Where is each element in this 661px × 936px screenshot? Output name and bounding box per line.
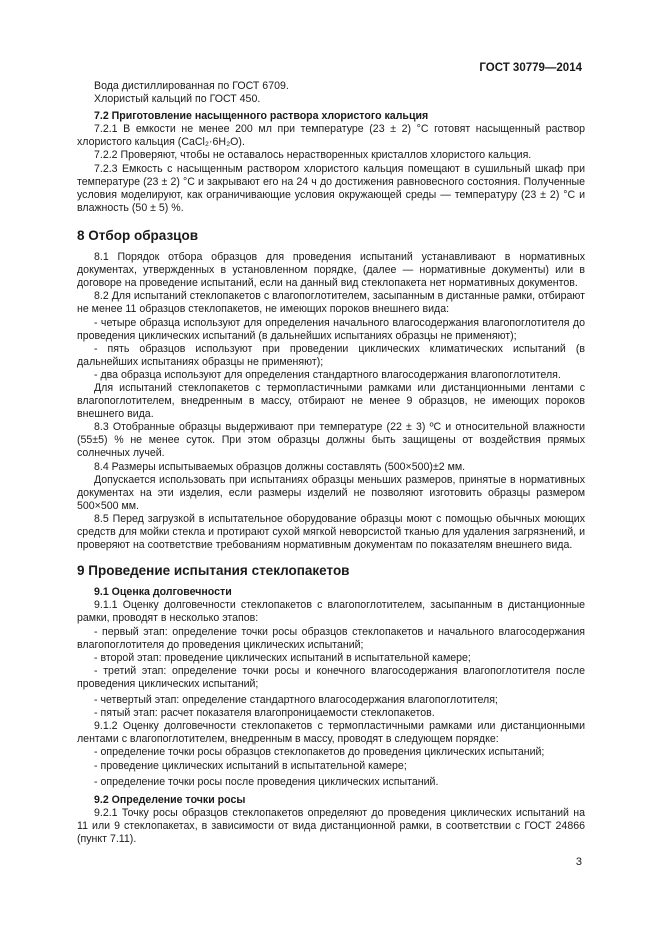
- paragraph: 8.3 Отобранные образцы выдерживают при температуре (22 ± 3) ºС и относительной влажности (55±5) % не менее суток. При этом образцы должны быть защищены от воздействия прямых солнечных лучей.: [77, 421, 585, 460]
- document-body: [77, 80, 585, 846]
- paragraph: Допускается использовать при испытаниях образцы меньших размеров, принятые в нормативных документах на эти изделия, если размеры изделий не позволяют изготовить образцы размером 500×500 мм.: [77, 473, 585, 512]
- paragraph: 8.4 Размеры испытываемых образцов должны составлять (500×500)±2 мм.: [94, 460, 466, 473]
- paragraph: 9.1.2 Оценку долговечности стеклопакетов с термопластичными рамками или дистанционными лентами с влагопоглотителем, внедренным в массу, проводят в следующем порядке:: [77, 720, 585, 746]
- list-item: - пятый этап: расчет показателя влагопроницаемости стеклопакетов.: [94, 707, 435, 720]
- paragraph: 7.2.1 В емкости не менее 200 мл при температуре (23 ± 2) °С готовят насыщенный раствор хлористого кальция (CaCl₂·6H₂O).: [77, 123, 585, 149]
- list-item: - определение точки росы после проведения циклических испытаний.: [94, 775, 439, 788]
- subsection-heading: 9.2 Определение точки росы: [94, 793, 246, 806]
- list-item: - первый этап: определение точки росы образцов стеклопакетов и начального влагосодержания влагопоглотителя до проведения циклических испытаний;: [77, 625, 585, 651]
- paragraph: 9.1.1 Оценку долговечности стеклопакетов с влагопоглотителем, засыпанным в дистанционные рамки, проводят в несколько этапов:: [77, 599, 585, 625]
- paragraph: 8.5 Перед загрузкой в испытательное оборудование образцы моют с помощью обычных моющих средств для мойки стекла и протирают сухой мягкой неворсистой тканью для удаления загрязнений, и проверяют на соответствие требованиям нормативным документам по показателям внешнего вида.: [77, 512, 585, 552]
- paragraph: 9.2.1 Точку росы образцов стеклопакетов определяют до проведения циклических испытаний на 11 или 9 стеклопакетах, в зависимости от вида дистанционной рамки, в соответствии с ГОСТ 24866 (пункт 7.11).: [77, 806, 585, 845]
- list-item: - пять образцов используют при проведении циклических климатических испытаний (в дальнейших испытаниях образцы не применяют);: [77, 342, 585, 368]
- paragraph: 8.2 Для испытаний стеклопакетов с влагопоглотителем, засыпанным в дистанные рамки, отбирают не менее 11 образцов стеклопакетов, не имеющих пороков внешнего вида:: [77, 290, 585, 316]
- paragraph: 7.2.2 Проверяют, чтобы не оставалось нерастворенных кристаллов хлористого кальция.: [94, 149, 532, 162]
- paragraph: 8.1 Порядок отбора образцов для проведения испытаний устанавливают в нормативных документах, утвержденных в установленном порядке, (далее — нормативные документы) или в договоре на проведение испытаний, если на данный вид стеклопакета нет нормативных документов.: [77, 251, 585, 290]
- list-item: - проведение циклических испытаний в испытательной камере;: [94, 759, 407, 772]
- paragraph: Вода дистиллированная по ГОСТ 6709.: [94, 80, 289, 92]
- list-item: - четыре образца используют для определения начального влагосодержания влагопоглотителя до проведения циклических испытаний (в дальнейших испытаниях образцы не применяют);: [77, 316, 585, 342]
- paragraph: Для испытаний стеклопакетов с термопластичными рамками или дистанционными лентами с влагопоглотителем, внедренным в массу, отбирают не менее 9 образцов, не имеющих пороков внешнего вида.: [77, 381, 585, 421]
- document-header-id: ГОСТ 30779—2014: [479, 62, 582, 74]
- list-item: - определение точки росы образцов стеклопакетов до проведения циклических испытаний;: [94, 746, 545, 759]
- list-item: - два образца используют для определения стандартного влагосодержания влагопоглотителя.: [94, 368, 561, 381]
- subsection-heading: 9.1 Оценка долговечности: [94, 586, 232, 599]
- list-item: - второй этап: проведение циклических испытаний в испытательной камере;: [94, 651, 471, 664]
- section-heading: 9 Проведение испытания стеклопакетов: [77, 563, 350, 579]
- paragraph: 7.2.3 Емкость с насыщенным раствором хлористого кальция помещают в сушильный шкаф при температуре (23 ± 2) °С и закрывают его на 24 ч до достижения равновесного состояния. Полученные условия моделируют, как ограничивающие условия окружающей среды — температуру (23 ± 2) °С и влажность (50 ± 5) %.: [77, 162, 585, 214]
- list-item: - третий этап: определение точки росы и конечного влагосодержания влагопоглотителя после проведения циклических испытаний;: [77, 664, 585, 690]
- subsection-heading: 7.2 Приготовление насыщенного раствора хлористого кальция: [94, 110, 429, 123]
- paragraph: Хлористый кальций по ГОСТ 450.: [94, 93, 261, 106]
- section-heading: 8 Отбор образцов: [77, 227, 199, 243]
- list-item: - четвертый этап: определение стандартного влагосодержания влагопоглотителя;: [94, 694, 498, 707]
- page-number: 3: [575, 856, 582, 868]
